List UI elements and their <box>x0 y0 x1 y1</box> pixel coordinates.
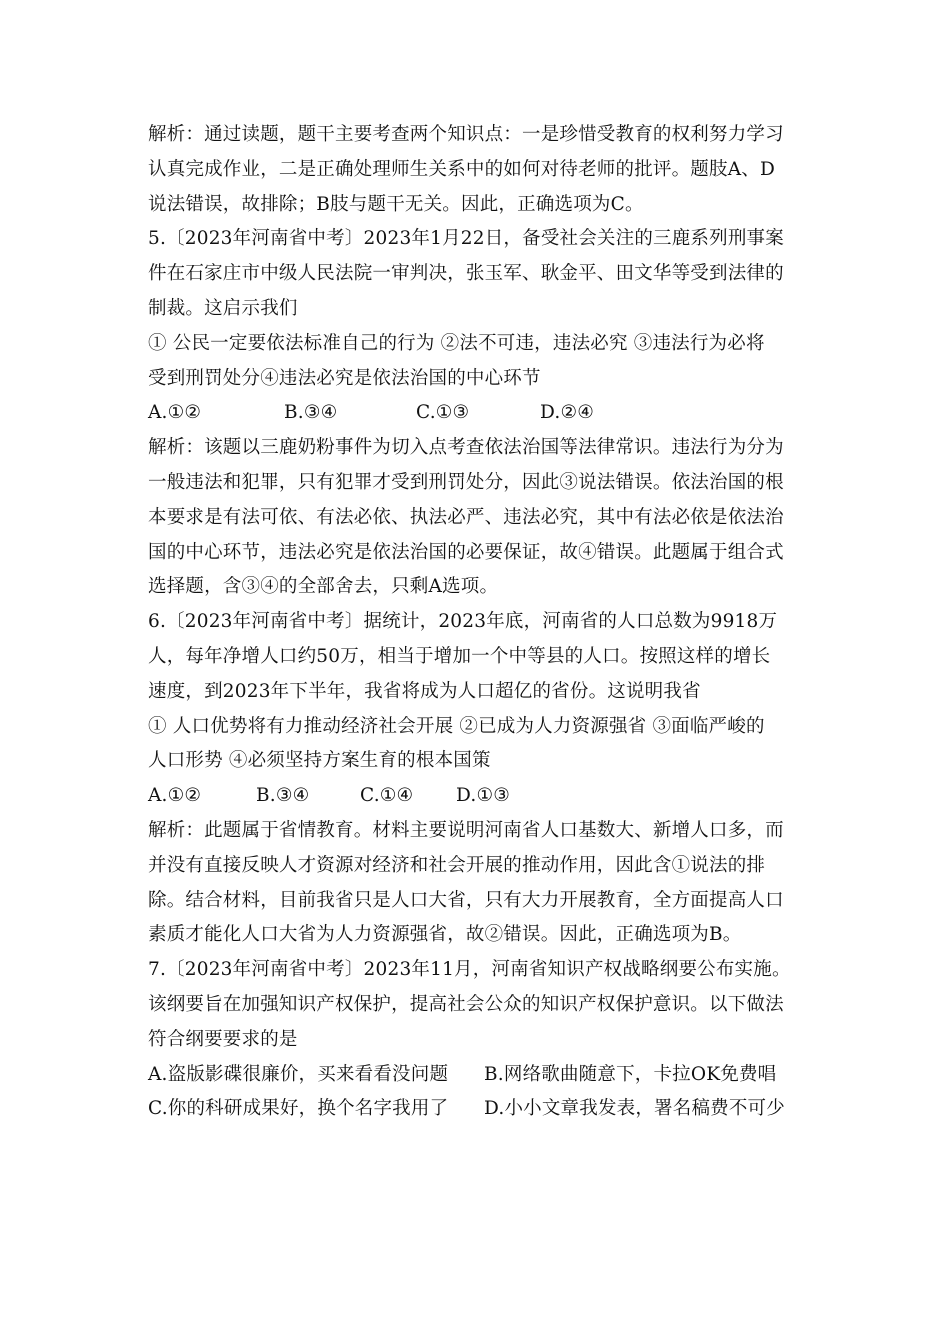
q6-options <box>148 779 808 814</box>
q7-stem-line: 符合纲要要求的是 <box>148 1028 298 1050</box>
q6-analysis-line: 解析：此题属于省情教育。材料主要说明河南省人口基数大、新增人口多，而 <box>148 819 784 841</box>
q5-analysis-line: 选择题，含③④的全部舍去，只剩A选项。 <box>148 576 499 598</box>
q5-statement-line: 受到刑罚处分④违法必究是依法治国的中心环节 <box>148 367 541 389</box>
analysis-q4-line: 说法错误，故排除；B肢与题干无关。因此，正确选项为C。 <box>148 193 644 215</box>
q7-options-row-2 <box>148 1092 808 1127</box>
q6-analysis-line: 素质才能化人口大省为人力资源强省，故②错误。因此，正确选项为B。 <box>148 924 742 946</box>
q6-analysis-line: 除。结合材料，目前我省只是人口大省，只有大力开展教育，全方面提高人口 <box>148 889 784 911</box>
analysis-q4-line: 解析：通过读题，题干主要考查两个知识点：一是珍惜受教育的权利努力学习 <box>148 124 784 145</box>
q6-analysis-line: 并没有直接反映人才资源对经济和社会开展的推动作用，因此含①说法的排 <box>148 854 766 876</box>
q6-stem-line: 人，每年净增人口约50万，相当于增加一个中等县的人口。按照这样的增长 <box>148 645 771 667</box>
q7-stem-line: 该纲要旨在加强知识产权保护，提高社会公众的知识产权保护意识。以下做法 <box>148 993 784 1015</box>
q7-option-b: B.网络歌曲随意下，卡拉OK免费唱 <box>484 1063 777 1085</box>
q6-option-c: C.①④ <box>360 785 414 807</box>
q7-stem-line: 7.〔2023年河南省中考〕2023年11月，河南省知识产权战略纲要公布实施。 <box>148 959 791 981</box>
q5-analysis-line: 解析：该题以三鹿奶粉事件为切入点考查依法治国等法律常识。违法行为分为 <box>148 437 784 459</box>
q5-option-a: A.①② <box>148 402 202 424</box>
q5-option-b: B.③④ <box>284 402 338 424</box>
q5-option-d: D.②④ <box>540 402 595 424</box>
q5-stem-line: 件在石家庄市中级人民法院一审判决，张玉军、耿金平、田文华等受到法律的 <box>148 263 784 285</box>
q5-statement-line: ① 公民一定要依法标准自己的行为 ②法不可违，违法必究 ③违法行为必将 <box>148 332 765 354</box>
q6-option-a: A.①② <box>148 785 202 807</box>
q5-analysis-line: 国的中心环节，违法必究是依法治国的必要保证，故④错误。此题属于组合式 <box>148 541 784 563</box>
q6-option-d: D.①③ <box>456 785 511 807</box>
q5-analysis-line: 一般违法和犯罪，只有犯罪才受到刑罚处分，因此③说法错误。依法治国的根 <box>148 471 784 493</box>
analysis-q4-line: 认真完成作业，二是正确处理师生关系中的如何对待老师的批评。题肢A、D <box>148 158 775 180</box>
q7-option-a: A.盗版影碟很廉价，买来看看没问题 <box>148 1063 449 1085</box>
q6-stem-line: 速度，到2023年下半年，我省将成为人口超亿的省份。这说明我省 <box>148 680 701 702</box>
q6-statement-line: ① 人口优势将有力推动经济社会开展 ②已成为人力资源强省 ③面临严峻的 <box>148 715 765 737</box>
q7-options-row-1 <box>148 1058 808 1093</box>
q5-options <box>148 396 808 431</box>
q5-analysis-line: 本要求是有法可依、有法必依、执法必严、违法必究，其中有法必依是依法治 <box>148 506 784 528</box>
q5-option-c: C.①③ <box>416 402 470 424</box>
q7-option-d: D.小小文章我发表，署名稿费不可少 <box>484 1098 785 1120</box>
q6-option-b: B.③④ <box>256 785 310 807</box>
q6-stem-line: 6.〔2023年河南省中考〕据统计，2023年底，河南省的人口总数为9918万 <box>148 611 778 633</box>
q5-stem-line: 5.〔2023年河南省中考〕2023年1月22日，备受社会关注的三鹿系列刑事案 <box>148 228 784 250</box>
document-page <box>148 118 808 1127</box>
q7-option-c: C.你的科研成果好，换个名字我用了 <box>148 1098 449 1120</box>
q5-stem-line: 制裁。这启示我们 <box>148 297 298 319</box>
q6-statement-line: 人口形势 ④必须坚持方案生育的根本国策 <box>148 750 491 772</box>
